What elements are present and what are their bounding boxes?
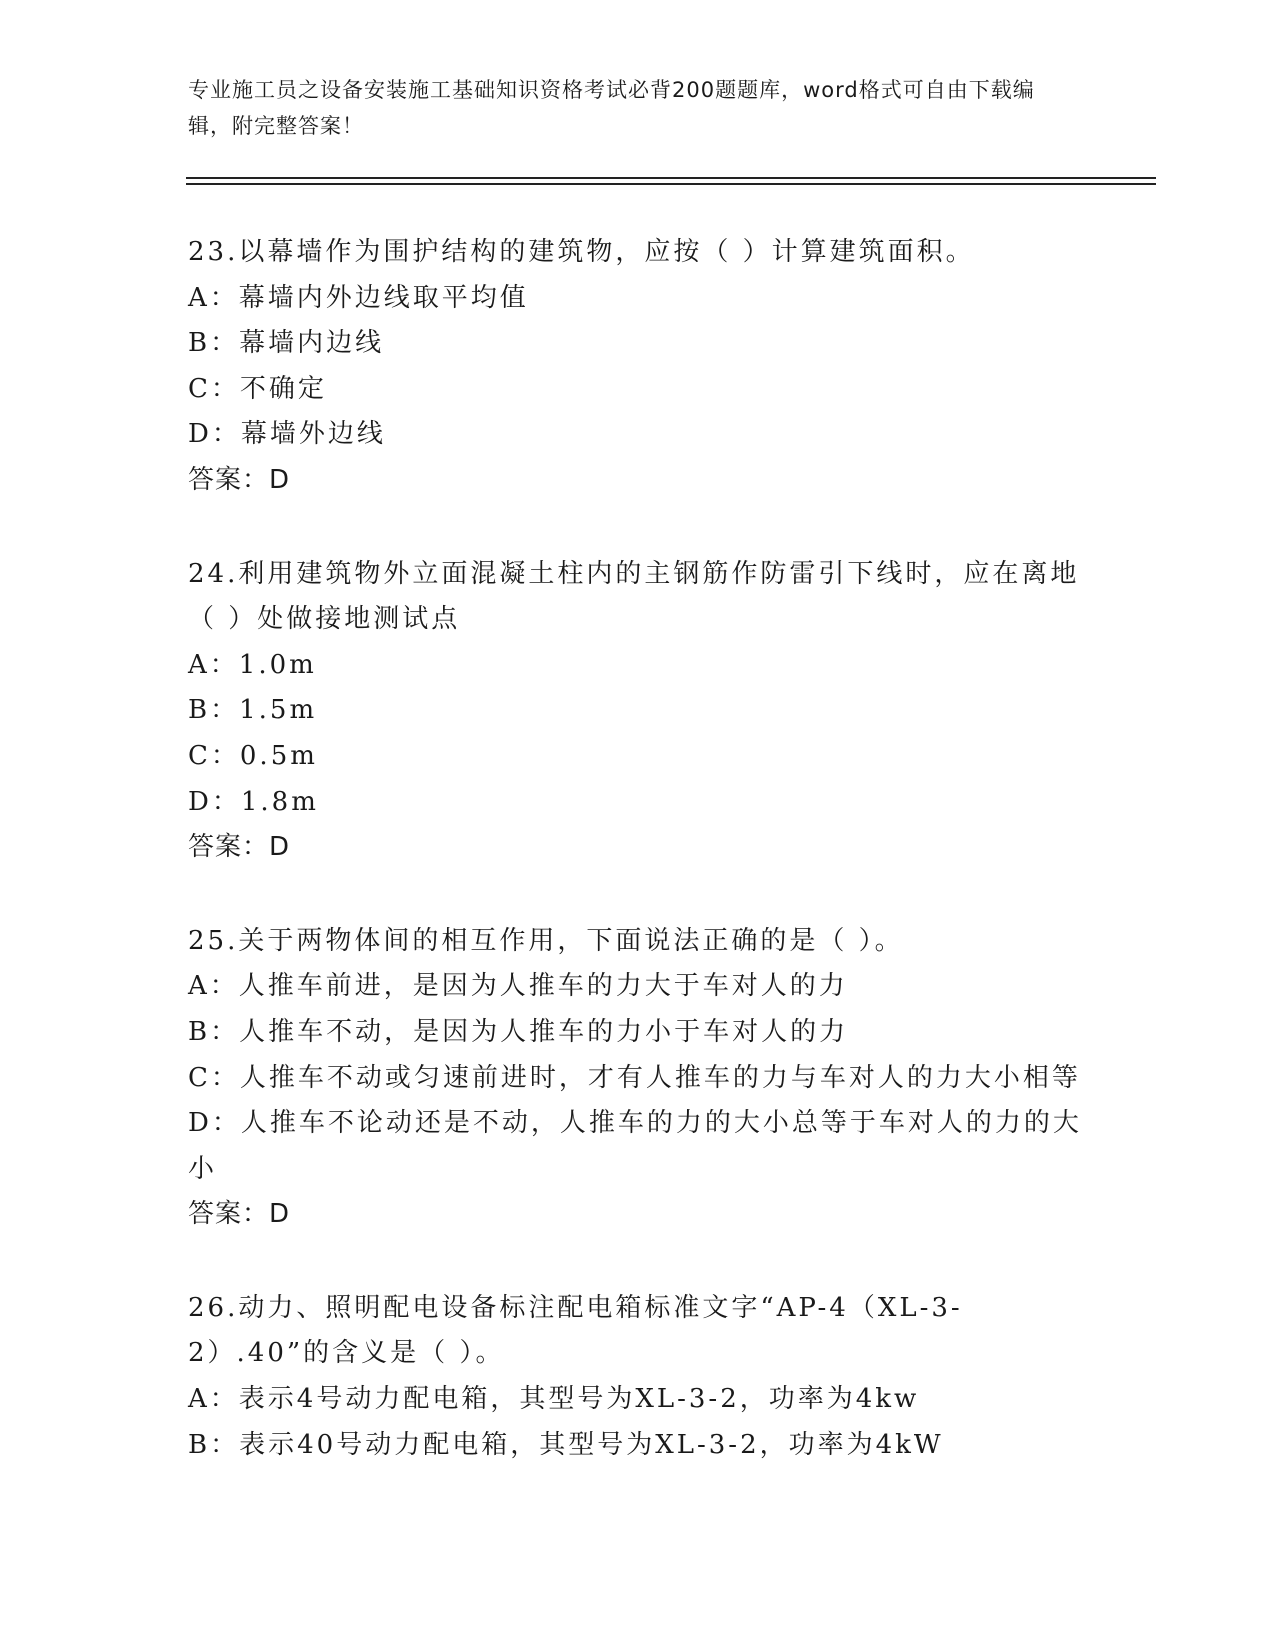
answer: 答案：D	[188, 1199, 291, 1230]
question-23	[188, 230, 1088, 504]
header-divider-top	[186, 177, 1156, 179]
question-stem: 24.利用建筑物外立面混凝土柱内的主钢筋作防雷引下线时，应在离地（ ）处做接地测试点	[188, 558, 1080, 635]
option-c: C：0.5m	[188, 740, 318, 771]
option-a: A：人推车前进，是因为人推车的力大于车对人的力	[188, 971, 848, 1002]
option-b: B：1.5m	[188, 695, 318, 726]
option-a: A：1.0m	[188, 649, 317, 680]
question-stem: 25.关于两物体间的相互作用，下面说法正确的是（ ）。	[188, 925, 904, 956]
question-25	[188, 919, 1088, 1238]
header-divider-bottom	[186, 183, 1156, 185]
question-24	[188, 552, 1088, 871]
answer: 答案：D	[188, 464, 291, 495]
document-header: 专业施工员之设备安装施工基础知识资格考试必背200题题库，word格式可自由下载编辑，附完整答案！	[188, 78, 1035, 138]
question-26	[188, 1286, 1088, 1468]
option-b: B：幕墙内边线	[188, 328, 385, 359]
question-list	[188, 230, 1088, 1516]
option-d: D：幕墙外边线	[188, 419, 386, 450]
option-d: D：人推车不论动还是不动，人推车的力的大小总等于车对人的力的大小	[188, 1108, 1082, 1184]
option-c: C：人推车不动或匀速前进时，才有人推车的力与车对人的力大小相等	[188, 1062, 1081, 1093]
option-b: B：表示40号动力配电箱，其型号为XL-3-2，功率为4kW	[188, 1429, 944, 1460]
option-a: A：幕墙内外边线取平均值	[188, 282, 529, 313]
option-d: D：1.8m	[188, 786, 319, 817]
option-a: A：表示4号动力配电箱，其型号为XL-3-2，功率为4kw	[188, 1384, 920, 1415]
answer: 答案：D	[188, 832, 291, 863]
option-c: C：不确定	[188, 373, 327, 404]
question-stem: 23.以幕墙作为围护结构的建筑物，应按（ ）计算建筑面积。	[188, 237, 975, 267]
question-stem: 26.动力、照明配电设备标注配电箱标准文字“AP-4（XL-3-2）.40”的含义是（ ）。	[188, 1292, 963, 1369]
option-b: B：人推车不动，是因为人推车的力小于车对人的力	[188, 1016, 849, 1047]
